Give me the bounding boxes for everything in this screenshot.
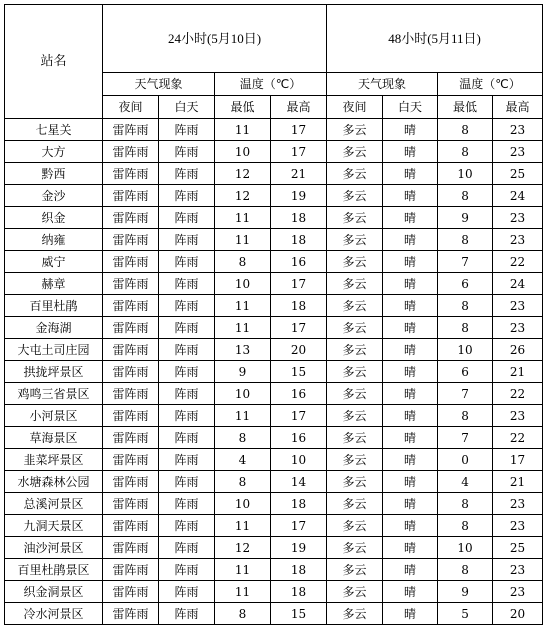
weather-night-48h: 多云 [327,471,383,493]
temp-max-24h: 16 [271,427,327,449]
weather-night-48h: 多云 [327,383,383,405]
weather-day-24h: 阵雨 [159,449,215,471]
weather-day-24h: 阵雨 [159,383,215,405]
weather-day-24h: 阵雨 [159,317,215,339]
weather-day-48h: 晴 [383,229,438,251]
temp-min-48h: 8 [438,185,493,207]
temp-min-48h: 8 [438,317,493,339]
temp-max-24h: 17 [271,273,327,295]
weather-day-24h: 阵雨 [159,559,215,581]
station-name: 黔西 [5,163,103,185]
weather-night-24h: 雷阵雨 [103,537,159,559]
weather-night-24h: 雷阵雨 [103,229,159,251]
weather-day-24h: 阵雨 [159,471,215,493]
station-name: 水塘森林公园 [5,471,103,493]
weather-day-48h: 晴 [383,295,438,317]
weather-day-48h: 晴 [383,163,438,185]
weather-night-24h: 雷阵雨 [103,427,159,449]
weather-day-48h: 晴 [383,361,438,383]
weather-night-24h: 雷阵雨 [103,471,159,493]
weather-day-48h: 晴 [383,515,438,537]
weather-night-48h: 多云 [327,361,383,383]
weather-night-24h: 雷阵雨 [103,163,159,185]
temp-min-48h: 8 [438,559,493,581]
weather-header-48h: 天气现象 [327,73,438,96]
temp-min-48h: 0 [438,449,493,471]
night-header-48h: 夜间 [327,96,383,119]
weather-night-24h: 雷阵雨 [103,207,159,229]
weather-day-24h: 阵雨 [159,273,215,295]
temp-min-48h: 8 [438,229,493,251]
station-name: 大屯土司庄园 [5,339,103,361]
weather-night-48h: 多云 [327,427,383,449]
table-row [5,471,543,493]
temp-max-24h: 14 [271,471,327,493]
station-name: 鸡鸣三省景区 [5,383,103,405]
temp-max-24h: 18 [271,493,327,515]
temp-max-24h: 18 [271,559,327,581]
temp-max-24h: 17 [271,119,327,141]
station-name: 金沙 [5,185,103,207]
weather-night-24h: 雷阵雨 [103,339,159,361]
temp-min-48h: 7 [438,383,493,405]
temp-max-24h: 17 [271,317,327,339]
table-row [5,251,543,273]
temp-max-24h: 16 [271,383,327,405]
weather-day-24h: 阵雨 [159,537,215,559]
temperature-header-48h: 温度（℃） [438,73,543,96]
table-row [5,427,543,449]
max-header-48h: 最高 [493,96,543,119]
temp-min-48h: 7 [438,251,493,273]
temp-max-24h: 18 [271,207,327,229]
temp-max-48h: 23 [493,581,543,603]
temp-max-48h: 23 [493,295,543,317]
station-name: 大方 [5,141,103,163]
weather-day-24h: 阵雨 [159,361,215,383]
weather-night-24h: 雷阵雨 [103,119,159,141]
weather-night-24h: 雷阵雨 [103,141,159,163]
weather-night-24h: 雷阵雨 [103,493,159,515]
temp-min-48h: 5 [438,603,493,625]
temperature-header-24h: 温度（℃） [215,73,327,96]
station-name: 纳雍 [5,229,103,251]
day-header-48h: 白天 [383,96,438,119]
temp-max-24h: 15 [271,361,327,383]
day-header-24h: 白天 [159,96,215,119]
weather-day-24h: 阵雨 [159,163,215,185]
weather-day-24h: 阵雨 [159,603,215,625]
weather-day-24h: 阵雨 [159,119,215,141]
temp-min-24h: 10 [215,273,271,295]
temp-min-48h: 8 [438,119,493,141]
weather-day-48h: 晴 [383,317,438,339]
table-row [5,361,543,383]
temp-min-48h: 8 [438,515,493,537]
table-row [5,163,543,185]
weather-night-48h: 多云 [327,251,383,273]
temp-min-24h: 8 [215,251,271,273]
temp-min-48h: 10 [438,163,493,185]
temp-max-48h: 21 [493,361,543,383]
temp-min-48h: 9 [438,581,493,603]
weather-day-48h: 晴 [383,493,438,515]
temp-min-24h: 11 [215,295,271,317]
station-name: 百里杜鹃 [5,295,103,317]
weather-day-48h: 晴 [383,141,438,163]
weather-day-24h: 阵雨 [159,339,215,361]
temp-max-24h: 16 [271,251,327,273]
weather-night-48h: 多云 [327,295,383,317]
station-name: 九洞天景区 [5,515,103,537]
weather-day-48h: 晴 [383,339,438,361]
table-row [5,603,543,625]
weather-night-24h: 雷阵雨 [103,295,159,317]
weather-day-24h: 阵雨 [159,405,215,427]
temp-min-48h: 8 [438,141,493,163]
weather-night-24h: 雷阵雨 [103,185,159,207]
station-name: 总溪河景区 [5,493,103,515]
weather-night-24h: 雷阵雨 [103,515,159,537]
weather-night-24h: 雷阵雨 [103,273,159,295]
min-header-24h: 最低 [215,96,271,119]
weather-day-48h: 晴 [383,383,438,405]
temp-max-48h: 25 [493,537,543,559]
weather-night-24h: 雷阵雨 [103,449,159,471]
temp-min-48h: 8 [438,493,493,515]
weather-day-24h: 阵雨 [159,427,215,449]
weather-night-48h: 多云 [327,449,383,471]
temp-min-24h: 12 [215,537,271,559]
station-name: 草海景区 [5,427,103,449]
station-header: 站名 [5,5,103,119]
weather-day-24h: 阵雨 [159,295,215,317]
period-48h-header: 48小时(5月11日) [327,5,543,73]
temp-min-24h: 11 [215,405,271,427]
max-header-24h: 最高 [271,96,327,119]
temp-max-48h: 23 [493,207,543,229]
temp-max-24h: 18 [271,229,327,251]
temp-max-48h: 25 [493,163,543,185]
temp-max-24h: 17 [271,141,327,163]
table-row [5,185,543,207]
weather-day-48h: 晴 [383,537,438,559]
weather-day-48h: 晴 [383,405,438,427]
weather-day-48h: 晴 [383,581,438,603]
temp-max-48h: 22 [493,383,543,405]
weather-day-48h: 晴 [383,603,438,625]
temp-max-48h: 23 [493,559,543,581]
temp-min-24h: 9 [215,361,271,383]
temp-max-48h: 17 [493,449,543,471]
weather-day-48h: 晴 [383,449,438,471]
temp-max-48h: 21 [493,471,543,493]
temp-min-48h: 6 [438,361,493,383]
station-name: 拱拢坪景区 [5,361,103,383]
weather-day-48h: 晴 [383,559,438,581]
temp-min-24h: 8 [215,427,271,449]
weather-day-48h: 晴 [383,185,438,207]
station-name: 小河景区 [5,405,103,427]
weather-night-48h: 多云 [327,119,383,141]
table-row [5,537,543,559]
weather-day-24h: 阵雨 [159,581,215,603]
temp-max-48h: 23 [493,493,543,515]
weather-day-24h: 阵雨 [159,207,215,229]
temp-min-24h: 8 [215,603,271,625]
temp-min-48h: 7 [438,427,493,449]
weather-night-24h: 雷阵雨 [103,251,159,273]
temp-min-48h: 9 [438,207,493,229]
station-name: 威宁 [5,251,103,273]
weather-day-48h: 晴 [383,207,438,229]
weather-night-48h: 多云 [327,185,383,207]
table-row [5,339,543,361]
temp-max-24h: 18 [271,581,327,603]
station-name: 韭菜坪景区 [5,449,103,471]
temp-max-48h: 23 [493,141,543,163]
weather-night-48h: 多云 [327,141,383,163]
temp-max-48h: 24 [493,185,543,207]
weather-day-24h: 阵雨 [159,229,215,251]
temp-max-48h: 23 [493,119,543,141]
station-name: 赫章 [5,273,103,295]
temp-min-48h: 10 [438,537,493,559]
weather-night-48h: 多云 [327,339,383,361]
weather-night-48h: 多云 [327,229,383,251]
weather-night-24h: 雷阵雨 [103,383,159,405]
weather-day-24h: 阵雨 [159,493,215,515]
temp-min-24h: 12 [215,163,271,185]
table-row [5,141,543,163]
temp-max-24h: 21 [271,163,327,185]
station-name: 百里杜鹃景区 [5,559,103,581]
temp-min-48h: 8 [438,405,493,427]
temp-max-48h: 23 [493,229,543,251]
temp-min-24h: 4 [215,449,271,471]
temp-max-48h: 20 [493,603,543,625]
table-row [5,295,543,317]
temp-max-48h: 26 [493,339,543,361]
min-header-48h: 最低 [438,96,493,119]
weather-day-48h: 晴 [383,119,438,141]
weather-day-48h: 晴 [383,427,438,449]
weather-night-48h: 多云 [327,317,383,339]
weather-day-48h: 晴 [383,273,438,295]
temp-min-24h: 10 [215,383,271,405]
temp-min-24h: 11 [215,559,271,581]
temp-max-48h: 23 [493,317,543,339]
station-name: 织金 [5,207,103,229]
temp-max-24h: 17 [271,405,327,427]
temp-min-24h: 12 [215,185,271,207]
station-name: 冷水河景区 [5,603,103,625]
forecast-body [5,119,543,625]
station-name: 油沙河景区 [5,537,103,559]
period-24h-header: 24小时(5月10日) [103,5,327,73]
weather-night-24h: 雷阵雨 [103,581,159,603]
temp-max-48h: 23 [493,405,543,427]
temp-min-24h: 11 [215,229,271,251]
weather-day-24h: 阵雨 [159,185,215,207]
temp-min-24h: 13 [215,339,271,361]
table-row [5,119,543,141]
temp-min-24h: 11 [215,207,271,229]
temp-max-24h: 18 [271,295,327,317]
weather-night-48h: 多云 [327,163,383,185]
temp-min-24h: 8 [215,471,271,493]
temp-max-48h: 24 [493,273,543,295]
temp-min-24h: 11 [215,317,271,339]
table-row [5,229,543,251]
temp-min-24h: 11 [215,581,271,603]
table-row [5,273,543,295]
temp-max-24h: 15 [271,603,327,625]
table-row [5,559,543,581]
table-row [5,449,543,471]
weather-night-48h: 多云 [327,207,383,229]
table-row [5,581,543,603]
weather-night-24h: 雷阵雨 [103,603,159,625]
weather-night-48h: 多云 [327,581,383,603]
weather-day-24h: 阵雨 [159,141,215,163]
forecast-table [4,4,543,625]
temp-min-48h: 6 [438,273,493,295]
weather-night-48h: 多云 [327,603,383,625]
weather-night-24h: 雷阵雨 [103,559,159,581]
weather-header-24h: 天气现象 [103,73,215,96]
weather-night-48h: 多云 [327,405,383,427]
temp-min-48h: 4 [438,471,493,493]
weather-day-48h: 晴 [383,251,438,273]
weather-day-24h: 阵雨 [159,515,215,537]
table-row [5,405,543,427]
temp-max-48h: 23 [493,515,543,537]
temp-min-48h: 8 [438,295,493,317]
temp-max-24h: 19 [271,185,327,207]
weather-night-48h: 多云 [327,559,383,581]
temp-min-24h: 11 [215,515,271,537]
temp-min-24h: 10 [215,493,271,515]
station-name: 织金洞景区 [5,581,103,603]
temp-min-24h: 10 [215,141,271,163]
weather-night-48h: 多云 [327,493,383,515]
table-row [5,317,543,339]
weather-day-48h: 晴 [383,471,438,493]
table-row [5,493,543,515]
table-row [5,515,543,537]
weather-night-24h: 雷阵雨 [103,361,159,383]
weather-night-48h: 多云 [327,273,383,295]
temp-max-24h: 17 [271,515,327,537]
temp-max-24h: 19 [271,537,327,559]
temp-max-48h: 22 [493,427,543,449]
temp-min-48h: 10 [438,339,493,361]
weather-night-24h: 雷阵雨 [103,317,159,339]
station-name: 金海湖 [5,317,103,339]
night-header-24h: 夜间 [103,96,159,119]
weather-day-24h: 阵雨 [159,251,215,273]
table-row [5,383,543,405]
station-name: 七星关 [5,119,103,141]
weather-night-48h: 多云 [327,515,383,537]
temp-max-48h: 22 [493,251,543,273]
temp-max-24h: 10 [271,449,327,471]
weather-night-24h: 雷阵雨 [103,405,159,427]
weather-night-48h: 多云 [327,537,383,559]
temp-min-24h: 11 [215,119,271,141]
table-row [5,207,543,229]
temp-max-24h: 20 [271,339,327,361]
